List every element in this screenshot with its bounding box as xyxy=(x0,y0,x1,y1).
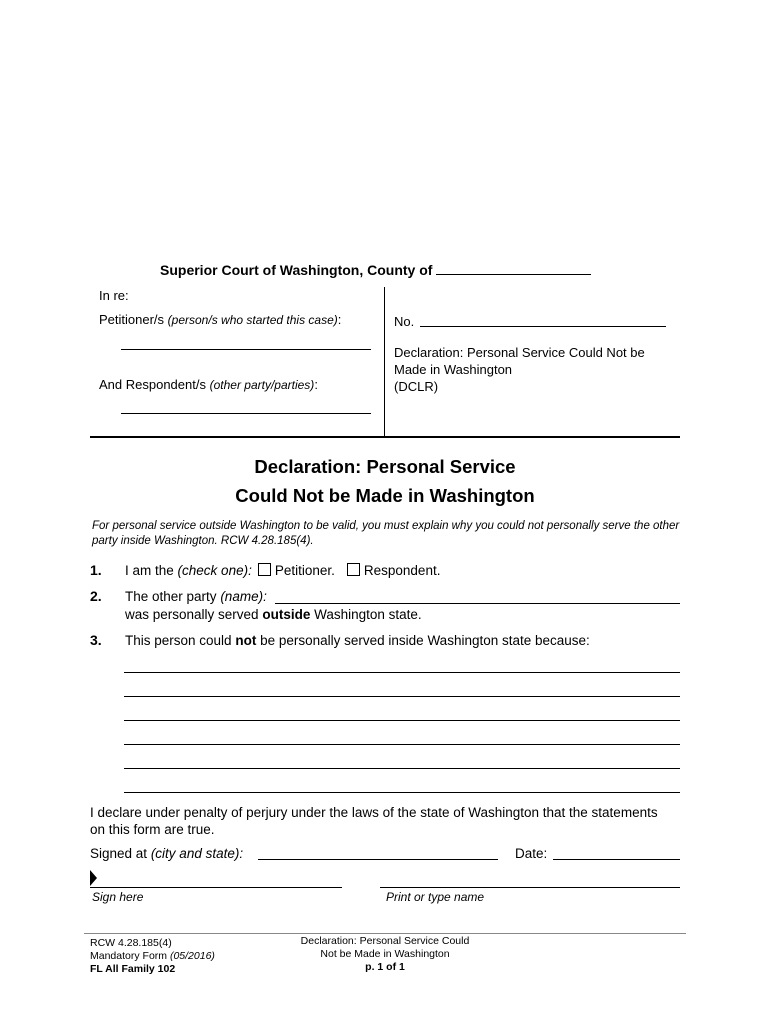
respondent-label-text: And Respondent/s xyxy=(99,377,206,392)
footer-mandatory xyxy=(90,950,215,963)
date-field[interactable] xyxy=(553,859,680,860)
signed-at-hint: (city and state): xyxy=(150,846,244,861)
item-2-number: 2. xyxy=(90,588,102,604)
respondent-hint: (other party/parties) xyxy=(209,378,315,392)
doc-title-block xyxy=(394,344,645,395)
respondent-option-label: Respondent. xyxy=(363,563,441,578)
signed-at-label xyxy=(90,846,243,861)
print-name-label: Print or type name xyxy=(386,890,485,904)
footer-center-line2: Not be Made in Washington xyxy=(320,948,450,960)
footer-center-line1: Declaration: Personal Service Could xyxy=(300,935,470,947)
footer-mandatory-text: Mandatory Form xyxy=(90,950,168,962)
doc-title-line1: Declaration: Personal Service Could Not be xyxy=(394,345,645,360)
court-title xyxy=(160,262,591,278)
reason-line-6[interactable] xyxy=(124,792,680,793)
item-1-label: I am the xyxy=(125,563,174,578)
reason-line-1[interactable] xyxy=(124,672,680,673)
item-2-state-text: Washington state. xyxy=(314,607,422,622)
item-2-text xyxy=(125,589,267,604)
item-3-pre: This person could xyxy=(125,633,232,648)
case-number-label: No. xyxy=(394,314,415,329)
footer-page-number: p. 1 of 1 xyxy=(365,961,405,973)
in-re-label: In re: xyxy=(99,288,129,303)
petitioner-name-line[interactable] xyxy=(121,349,371,350)
sign-here-label: Sign here xyxy=(92,890,144,904)
footer-center xyxy=(275,935,495,974)
city-state-field[interactable] xyxy=(258,859,498,860)
item-2-hint: (name): xyxy=(220,589,267,604)
respondent-colon: : xyxy=(314,377,318,392)
petitioner-checkbox[interactable] xyxy=(258,563,271,576)
form-title-line2: Could Not be Made in Washington xyxy=(235,485,535,506)
footer-left xyxy=(90,937,215,976)
reason-line-3[interactable] xyxy=(124,720,680,721)
declaration-line2: on this form are true. xyxy=(90,822,215,837)
reason-line-5[interactable] xyxy=(124,768,680,769)
petitioner-label-text: Petitioner/s xyxy=(99,312,165,327)
item-3-number: 3. xyxy=(90,632,102,648)
form-title-line1: Declaration: Personal Service xyxy=(254,456,516,477)
court-title-text: Superior Court of Washington, County of xyxy=(160,262,433,278)
item-1-number: 1. xyxy=(90,562,102,578)
other-party-name-field[interactable] xyxy=(275,603,680,604)
item-2-line2 xyxy=(125,607,422,622)
doc-title-line2: Made in Washington xyxy=(394,362,513,377)
footer-mandatory-date: (05/2016) xyxy=(169,950,215,962)
intro-text xyxy=(92,519,682,549)
signature-line[interactable] xyxy=(90,887,342,888)
respondent-checkbox[interactable] xyxy=(347,563,360,576)
petitioner-hint: (person/s who started this case) xyxy=(167,313,338,327)
item-3-text xyxy=(125,633,590,648)
footer-rule xyxy=(84,933,686,934)
item-1-hint: (check one): xyxy=(177,563,252,578)
footer-form-id: FL All Family 102 xyxy=(90,963,176,975)
reason-line-4[interactable] xyxy=(124,744,680,745)
respondent-label xyxy=(99,377,318,392)
petitioner-colon: : xyxy=(337,312,342,327)
item-2-outside: outside xyxy=(262,607,311,622)
intro-line2: party inside Washington. RCW 4.28.185(4). xyxy=(92,535,314,547)
petitioner-label xyxy=(99,312,341,327)
item-3-not: not xyxy=(235,633,257,648)
item-3-post: be personally served inside Washington state because: xyxy=(260,633,590,648)
item-1-text xyxy=(125,563,440,578)
item-2-served-text: was personally served xyxy=(125,607,259,622)
caption-bottom-rule xyxy=(90,436,680,438)
date-label: Date: xyxy=(515,846,548,861)
respondent-name-line[interactable] xyxy=(121,413,371,414)
footer-rcw: RCW 4.28.185(4) xyxy=(90,937,172,949)
signed-at-text: Signed at xyxy=(90,846,148,861)
case-number-field[interactable] xyxy=(420,326,666,327)
item-2-label: The other party xyxy=(125,589,217,604)
declaration-line1: I declare under penalty of perjury under the laws of the state of Washington that the statements xyxy=(90,805,658,820)
county-blank-field[interactable] xyxy=(436,262,591,275)
caption-divider xyxy=(384,287,385,437)
printed-name-line[interactable] xyxy=(380,887,680,888)
doc-code: (DCLR) xyxy=(394,379,439,394)
sign-here-arrow-icon xyxy=(90,870,97,886)
reason-line-2[interactable] xyxy=(124,696,680,697)
intro-line1: For personal service outside Washington to be valid, you must explain why you could not personally serve the other xyxy=(92,520,680,532)
petitioner-option-label: Petitioner. xyxy=(274,563,335,578)
declaration-text xyxy=(90,804,658,838)
